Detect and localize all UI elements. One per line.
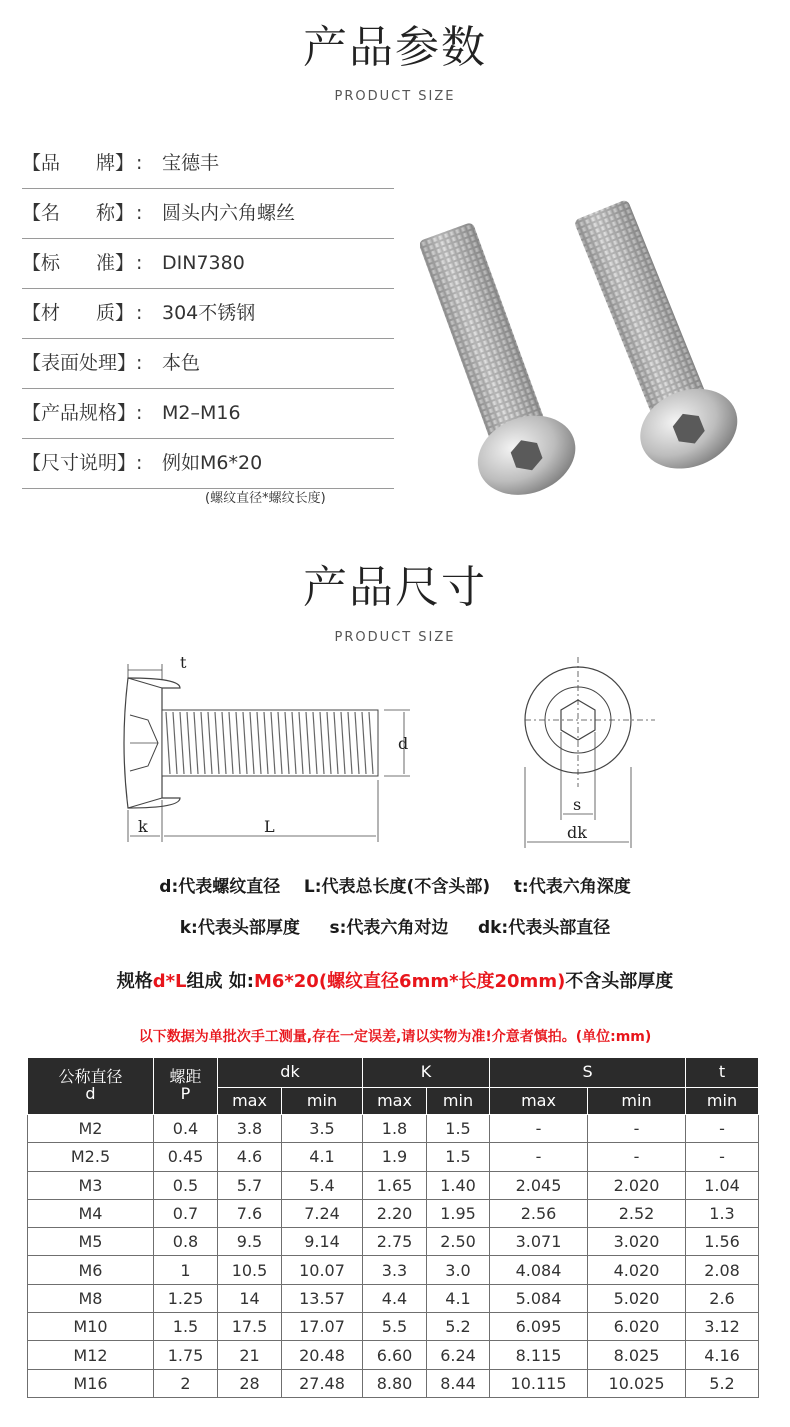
table-cell: 1.65 bbox=[363, 1171, 427, 1199]
param-colon: : bbox=[136, 452, 143, 474]
table-cell: 8.80 bbox=[363, 1369, 427, 1397]
param-label bbox=[22, 202, 134, 224]
param-row bbox=[22, 238, 394, 289]
table-cell: 5.020 bbox=[588, 1284, 686, 1312]
table-cell: 17.5 bbox=[218, 1313, 282, 1341]
table-row bbox=[28, 1143, 759, 1171]
spec-part-1: 规格 bbox=[116, 971, 153, 992]
table-cell: 10.07 bbox=[282, 1256, 363, 1284]
param-label bbox=[22, 302, 134, 324]
label-s: s bbox=[573, 795, 582, 814]
table-cell: 9.5 bbox=[218, 1228, 282, 1256]
param-colon: : bbox=[136, 302, 143, 324]
param-colon: : bbox=[136, 402, 143, 424]
screw-2-graphic bbox=[554, 191, 749, 483]
param-label-part: 【品 bbox=[22, 152, 61, 174]
param-label-part: 称】 bbox=[95, 202, 134, 224]
header-k-max: max bbox=[363, 1088, 427, 1115]
spec-example bbox=[0, 967, 790, 993]
param-label bbox=[22, 402, 137, 424]
param-row bbox=[22, 288, 394, 339]
param-label-part: 【标 bbox=[22, 252, 61, 274]
table-cell: 5.7 bbox=[218, 1171, 282, 1199]
table-cell: 3.8 bbox=[218, 1115, 282, 1143]
table-cell: 27.48 bbox=[282, 1369, 363, 1397]
table-cell: 7.6 bbox=[218, 1199, 282, 1227]
table-cell: 5.5 bbox=[363, 1313, 427, 1341]
table-cell: M3 bbox=[28, 1171, 154, 1199]
label-d: d bbox=[398, 734, 409, 753]
table-cell: M6 bbox=[28, 1256, 154, 1284]
header-s-max: max bbox=[490, 1088, 588, 1115]
table-cell: 0.5 bbox=[154, 1171, 218, 1199]
table-cell: M12 bbox=[28, 1341, 154, 1369]
param-label-part: 【尺寸说明】 bbox=[22, 452, 137, 474]
param-label bbox=[22, 452, 137, 474]
table-cell: 1.5 bbox=[154, 1313, 218, 1341]
label-dk: dk bbox=[567, 823, 587, 842]
table-cell: M16 bbox=[28, 1369, 154, 1397]
table-cell: 1.8 bbox=[363, 1115, 427, 1143]
side-view-diagram bbox=[100, 650, 430, 850]
table-cell: 13.57 bbox=[282, 1284, 363, 1312]
param-row bbox=[22, 338, 394, 389]
param-label-part: 质】 bbox=[95, 302, 134, 324]
table-cell: 4.020 bbox=[588, 1256, 686, 1284]
table-cell: 1.75 bbox=[154, 1341, 218, 1369]
header-pitch: 螺距 P bbox=[154, 1058, 218, 1115]
table-cell: 1.04 bbox=[686, 1171, 759, 1199]
table-cell: 1.25 bbox=[154, 1284, 218, 1312]
table-cell: 2.75 bbox=[363, 1228, 427, 1256]
spec-part-2: d*L bbox=[152, 971, 187, 992]
spec-part-4: M6*20(螺纹直径6mm*长度20mm) bbox=[253, 971, 566, 992]
table-cell: 4.1 bbox=[282, 1143, 363, 1171]
table-cell: 4.1 bbox=[427, 1284, 490, 1312]
table-cell: - bbox=[490, 1115, 588, 1143]
table-cell: 4.6 bbox=[218, 1143, 282, 1171]
table-cell: 4.084 bbox=[490, 1256, 588, 1284]
table-cell: 2.045 bbox=[490, 1171, 588, 1199]
table-cell: 8.115 bbox=[490, 1341, 588, 1369]
table-cell: 5.2 bbox=[686, 1369, 759, 1397]
param-label-part: 准】 bbox=[95, 252, 134, 274]
param-row bbox=[22, 388, 394, 439]
table-cell: M10 bbox=[28, 1313, 154, 1341]
table-cell: 14 bbox=[218, 1284, 282, 1312]
table-cell: 1.5 bbox=[427, 1115, 490, 1143]
table-cell: 6.095 bbox=[490, 1313, 588, 1341]
table-cell: 1.9 bbox=[363, 1143, 427, 1171]
table-cell: 3.12 bbox=[686, 1313, 759, 1341]
table-row bbox=[28, 1313, 759, 1341]
params-subtitle: PRODUCT SIZE bbox=[334, 89, 456, 104]
legend-line-1: d:代表螺纹直径 L:代表总长度(不含头部) t:代表六角深度 bbox=[159, 877, 631, 897]
header-k-min: min bbox=[427, 1088, 490, 1115]
table-cell: 5.084 bbox=[490, 1284, 588, 1312]
table-cell: 20.48 bbox=[282, 1341, 363, 1369]
table-cell: 3.071 bbox=[490, 1228, 588, 1256]
table-cell: 6.24 bbox=[427, 1341, 490, 1369]
table-cell: 2 bbox=[154, 1369, 218, 1397]
param-colon: : bbox=[136, 152, 143, 174]
table-cell: 6.020 bbox=[588, 1313, 686, 1341]
spec-part-3: 组成 如: bbox=[186, 971, 254, 992]
table-cell: 3.020 bbox=[588, 1228, 686, 1256]
params-title: 产品参数 bbox=[303, 22, 487, 73]
table-cell: 0.7 bbox=[154, 1199, 218, 1227]
table-cell: 21 bbox=[218, 1341, 282, 1369]
table-cell: 1.3 bbox=[686, 1199, 759, 1227]
param-label bbox=[22, 152, 134, 174]
table-cell: M2.5 bbox=[28, 1143, 154, 1171]
table-cell: 3.5 bbox=[282, 1115, 363, 1143]
param-value: 例如M6*20 bbox=[162, 452, 263, 474]
table-cell: 4.4 bbox=[363, 1284, 427, 1312]
table-cell: 2.020 bbox=[588, 1171, 686, 1199]
table-cell: - bbox=[686, 1143, 759, 1171]
param-label-part: 牌】 bbox=[95, 152, 134, 174]
table-cell: - bbox=[686, 1115, 759, 1143]
screw-1-graphic bbox=[420, 215, 587, 509]
table-row bbox=[28, 1228, 759, 1256]
measurement-note: 以下数据为单批次手工测量,存在一定误差,请以实物为准!介意者慎拍。(单位:mm) bbox=[138, 1029, 652, 1045]
param-label-part: 【名 bbox=[22, 202, 61, 224]
param-label-part: 【产品规格】 bbox=[22, 402, 137, 424]
size-title: 产品尺寸 bbox=[303, 562, 487, 613]
table-cell: M2 bbox=[28, 1115, 154, 1143]
table-cell: 17.07 bbox=[282, 1313, 363, 1341]
table-cell: 10.5 bbox=[218, 1256, 282, 1284]
header-nominal-diameter: 公称直径 d bbox=[28, 1058, 154, 1115]
header-dk-max: max bbox=[218, 1088, 282, 1115]
product-photo bbox=[420, 190, 790, 510]
table-cell: 0.45 bbox=[154, 1143, 218, 1171]
table-cell: 5.4 bbox=[282, 1171, 363, 1199]
table-cell: 0.4 bbox=[154, 1115, 218, 1143]
param-value: M2–M16 bbox=[162, 402, 241, 424]
table-cell: - bbox=[490, 1143, 588, 1171]
param-value: 宝德丰 bbox=[162, 152, 220, 174]
table-row bbox=[28, 1284, 759, 1312]
table-cell: - bbox=[588, 1115, 686, 1143]
param-label bbox=[22, 352, 137, 374]
table-cell: 5.2 bbox=[427, 1313, 490, 1341]
param-label-part: 【材 bbox=[22, 302, 61, 324]
param-colon: : bbox=[136, 202, 143, 224]
param-colon: : bbox=[136, 252, 143, 274]
table-cell: 1.40 bbox=[427, 1171, 490, 1199]
header-k: K bbox=[363, 1058, 490, 1088]
size-subtitle: PRODUCT SIZE bbox=[334, 630, 456, 645]
label-t: t bbox=[180, 653, 187, 672]
param-row bbox=[22, 438, 394, 489]
header-t-min: min bbox=[686, 1088, 759, 1115]
table-cell: 6.60 bbox=[363, 1341, 427, 1369]
param-colon: : bbox=[136, 352, 143, 374]
size-note: (螺纹直径*螺纹长度) bbox=[205, 491, 326, 506]
header-s-min: min bbox=[588, 1088, 686, 1115]
table-cell: M4 bbox=[28, 1199, 154, 1227]
table-cell: - bbox=[588, 1143, 686, 1171]
table-cell: 2.56 bbox=[490, 1199, 588, 1227]
header-s: S bbox=[490, 1058, 686, 1088]
table-cell: 2.52 bbox=[588, 1199, 686, 1227]
header-t: t bbox=[686, 1058, 759, 1088]
table-cell: 7.24 bbox=[282, 1199, 363, 1227]
table-row bbox=[28, 1369, 759, 1397]
table-cell: 3.0 bbox=[427, 1256, 490, 1284]
table-cell: 8.44 bbox=[427, 1369, 490, 1397]
header-dk: dk bbox=[218, 1058, 363, 1088]
table-cell: 9.14 bbox=[282, 1228, 363, 1256]
table-cell: 2.50 bbox=[427, 1228, 490, 1256]
table-cell: 1.56 bbox=[686, 1228, 759, 1256]
table-cell: 10.115 bbox=[490, 1369, 588, 1397]
table-row bbox=[28, 1171, 759, 1199]
table-cell: 2.6 bbox=[686, 1284, 759, 1312]
top-view-diagram bbox=[515, 652, 665, 852]
table-cell: 8.025 bbox=[588, 1341, 686, 1369]
legend-line-2: k:代表头部厚度 s:代表六角对边 dk:代表头部直径 bbox=[179, 918, 611, 938]
table-cell: 28 bbox=[218, 1369, 282, 1397]
label-L: L bbox=[264, 817, 275, 836]
table-row bbox=[28, 1341, 759, 1369]
table-cell: M5 bbox=[28, 1228, 154, 1256]
param-label bbox=[22, 252, 134, 274]
table-cell: 10.025 bbox=[588, 1369, 686, 1397]
param-row bbox=[22, 138, 394, 189]
label-k: k bbox=[138, 817, 148, 836]
table-cell: 3.3 bbox=[363, 1256, 427, 1284]
table-cell: 2.20 bbox=[363, 1199, 427, 1227]
table-cell: 1 bbox=[154, 1256, 218, 1284]
param-value: DIN7380 bbox=[162, 252, 245, 274]
table-row bbox=[28, 1199, 759, 1227]
table-cell: 1.95 bbox=[427, 1199, 490, 1227]
param-row bbox=[22, 188, 394, 239]
table-cell: 4.16 bbox=[686, 1341, 759, 1369]
param-value: 圆头内六角螺丝 bbox=[162, 202, 296, 224]
header-dk-min: min bbox=[282, 1088, 363, 1115]
table-cell: 2.08 bbox=[686, 1256, 759, 1284]
param-value: 304不锈钢 bbox=[162, 302, 256, 324]
table-row bbox=[28, 1256, 759, 1284]
param-label-part: 【表面处理】 bbox=[22, 352, 137, 374]
table-row bbox=[28, 1115, 759, 1143]
table-cell: 0.8 bbox=[154, 1228, 218, 1256]
param-value: 本色 bbox=[162, 352, 201, 374]
table-cell: 1.5 bbox=[427, 1143, 490, 1171]
table-cell: M8 bbox=[28, 1284, 154, 1312]
dimension-table bbox=[27, 1057, 759, 1398]
spec-part-5: 不含头部厚度 bbox=[565, 971, 674, 992]
